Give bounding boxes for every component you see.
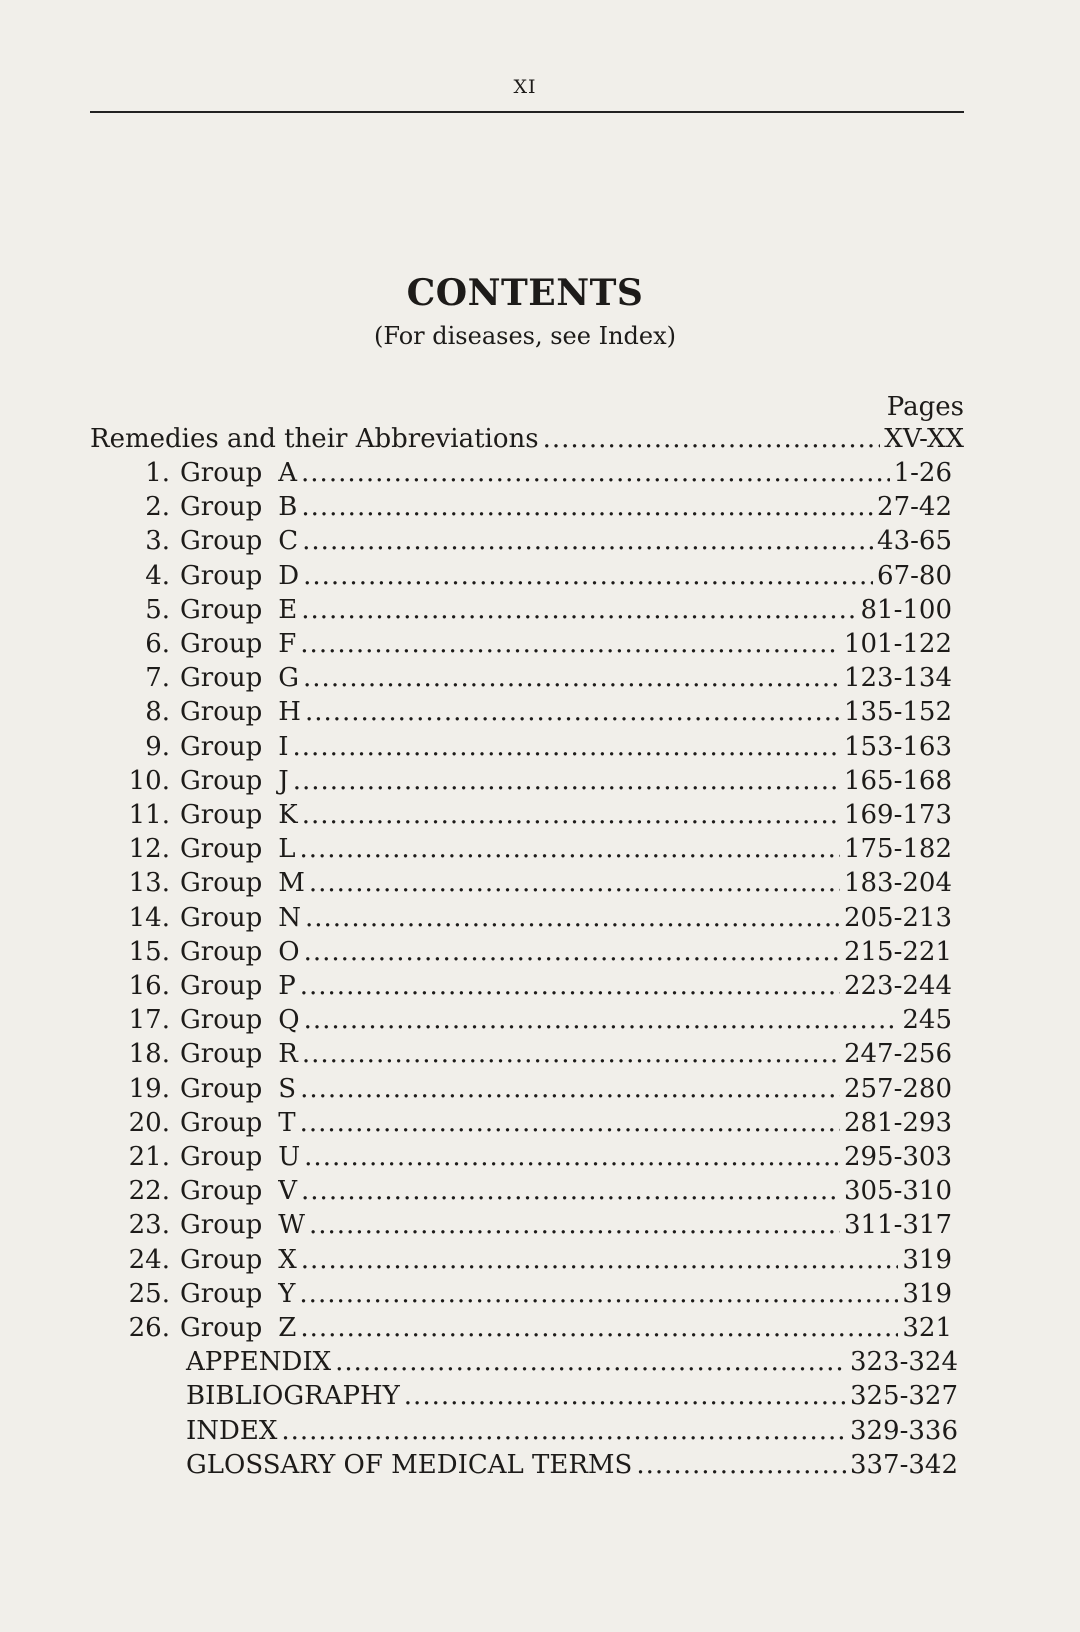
- toc-pages: 169-173: [843, 800, 952, 830]
- toc-leader-dots: [309, 868, 840, 898]
- toc-row-group: [112, 800, 952, 834]
- toc-pages: 321: [902, 1313, 952, 1343]
- toc-group-word: Group: [180, 834, 263, 865]
- toc-pages: 81-100: [860, 594, 952, 625]
- toc-pages: 337-342: [849, 1449, 958, 1480]
- toc-label: APPENDIX: [186, 1347, 332, 1378]
- toc-row-group: [112, 937, 952, 971]
- toc-row-extra: [186, 1381, 958, 1415]
- toc-leader-dots: [301, 595, 856, 625]
- toc-pages: 323-324: [849, 1347, 958, 1378]
- toc-group-word: Group: [180, 594, 263, 625]
- toc-label: Remedies and their Abbreviations: [90, 424, 539, 454]
- toc-number: 17.: [128, 1005, 170, 1036]
- toc-group-letter: Q: [278, 1005, 300, 1036]
- toc-pages: 27-42: [877, 492, 952, 523]
- toc-number: 8.: [145, 697, 170, 728]
- toc-row-group: [112, 526, 952, 560]
- toc-group-letter: W: [278, 1210, 305, 1241]
- toc-group-letter: T: [278, 1107, 296, 1138]
- toc-pages: 205-213: [843, 902, 952, 933]
- toc-number: 26.: [128, 1313, 170, 1343]
- toc-row-group: [112, 1313, 952, 1347]
- toc-row-group: [112, 834, 952, 868]
- toc-number: 19.: [128, 1073, 170, 1104]
- toc-row-group: [112, 1210, 952, 1244]
- toc-pages: 247-256: [843, 1039, 952, 1070]
- toc-pages: XV-XX: [884, 424, 964, 454]
- toc-leader-dots: [300, 1074, 840, 1104]
- toc-group-letter: N: [278, 902, 301, 933]
- toc-leader-dots: [301, 492, 873, 522]
- toc-pages: 295-303: [843, 1142, 952, 1172]
- toc-leader-dots: [302, 526, 873, 556]
- toc-number: 4.: [145, 560, 170, 591]
- toc-pages: 281-293: [843, 1107, 952, 1138]
- toc-pages: 245: [902, 1005, 952, 1036]
- toc-group-word: Group: [180, 1244, 263, 1275]
- toc-group-word: Group: [180, 936, 263, 967]
- toc-row-remedies: [90, 424, 964, 458]
- toc-leader-dots: [303, 663, 840, 693]
- toc-pages: 67-80: [877, 560, 952, 591]
- toc-row-group: [112, 1039, 952, 1073]
- toc-leader-dots: [305, 903, 840, 933]
- toc-label: INDEX: [186, 1415, 278, 1446]
- toc-pages: 43-65: [877, 526, 952, 557]
- toc-row-group: [112, 458, 952, 492]
- toc-group-word: Group: [180, 1073, 263, 1104]
- toc-row-group: [112, 903, 952, 937]
- toc-number: 11.: [128, 800, 170, 830]
- toc-group-word: Group: [180, 560, 263, 591]
- toc-leader-dots: [305, 697, 840, 727]
- toc-label: GLOSSARY OF MEDICAL TERMS: [186, 1449, 633, 1480]
- toc-row-group: [112, 595, 952, 629]
- toc-leader-dots: [301, 1245, 899, 1275]
- toc-leader-dots: [335, 1347, 846, 1377]
- toc-leader-dots: [300, 629, 840, 659]
- toc-pages: 257-280: [843, 1073, 952, 1104]
- toc-group-letter: A: [278, 458, 298, 488]
- page-title: CONTENTS: [406, 272, 644, 314]
- toc-row-group: [112, 1176, 952, 1210]
- toc-number: 7.: [145, 663, 170, 694]
- toc-leader-dots: [404, 1381, 846, 1411]
- toc-group-letter: E: [278, 594, 298, 625]
- toc-group-word: Group: [180, 697, 263, 728]
- toc-row-group: [112, 1279, 952, 1313]
- toc-group-word: Group: [180, 526, 263, 557]
- toc-pages: 153-163: [843, 731, 952, 762]
- toc-leader-dots: [300, 1313, 898, 1343]
- toc-group-word: Group: [180, 1176, 263, 1207]
- toc-group-word: Group: [180, 731, 263, 762]
- toc-row-extra: [186, 1347, 958, 1381]
- toc-number: 12.: [128, 834, 170, 865]
- toc-leader-dots: [299, 1279, 898, 1309]
- toc-leader-dots: [301, 458, 890, 488]
- toc-group-word: Group: [180, 663, 263, 694]
- toc-row-group: [112, 1005, 952, 1039]
- toc-row-group: [112, 1108, 952, 1142]
- toc-pages: 123-134: [843, 663, 952, 694]
- toc-pages: 135-152: [843, 697, 952, 728]
- toc-leader-dots: [300, 971, 840, 1001]
- toc-leader-dots: [293, 766, 840, 796]
- toc-number: 20.: [128, 1107, 170, 1138]
- toc-group-letter: I: [278, 731, 289, 762]
- toc-number: 10.: [128, 765, 170, 796]
- toc-group-letter: X: [278, 1244, 297, 1275]
- toc-pages: 319: [902, 1244, 952, 1275]
- toc-group-word: Group: [180, 458, 263, 488]
- toc-number: 13.: [128, 868, 170, 899]
- toc-group-letter: M: [278, 868, 305, 899]
- toc-group-word: Group: [180, 1039, 263, 1070]
- toc-leader-dots: [304, 1142, 840, 1172]
- toc-leader-dots: [543, 424, 881, 454]
- toc-number: 1.: [145, 458, 170, 488]
- toc-group-word: Group: [180, 492, 263, 523]
- toc-row-extra: [186, 1450, 958, 1484]
- toc-group-letter: R: [278, 1039, 298, 1070]
- toc-number: 9.: [145, 731, 170, 762]
- toc-group-letter: H: [278, 697, 301, 728]
- toc-group-letter: C: [278, 526, 299, 557]
- toc-group-word: Group: [180, 1210, 263, 1241]
- pages-column-label: Pages: [886, 392, 964, 422]
- toc-row-group: [112, 1142, 952, 1176]
- toc-group-word: Group: [180, 902, 263, 933]
- toc-group-letter: S: [278, 1073, 297, 1104]
- toc-number: 16.: [128, 971, 170, 1001]
- toc-number: 5.: [145, 594, 170, 625]
- toc-group-letter: F: [278, 629, 297, 659]
- toc-pages: 305-310: [843, 1176, 952, 1207]
- toc-group-letter: B: [278, 492, 298, 523]
- toc-group-word: Group: [180, 1313, 263, 1343]
- toc-group-letter: J: [278, 765, 289, 796]
- toc-pages: 215-221: [843, 936, 952, 967]
- toc-group-word: Group: [180, 868, 263, 899]
- toc-group-word: Group: [180, 971, 263, 1001]
- toc-group-word: Group: [180, 1005, 263, 1036]
- toc-pages: 319: [902, 1278, 952, 1309]
- toc-row-group: [112, 561, 952, 595]
- toc-number: 24.: [128, 1244, 170, 1275]
- toc-pages: 325-327: [849, 1381, 958, 1412]
- toc-row-group: [112, 732, 952, 766]
- toc-leader-dots: [301, 1176, 840, 1206]
- toc-group-letter: P: [278, 971, 296, 1001]
- toc-pages: 101-122: [843, 629, 952, 659]
- toc-row-group: [112, 663, 952, 697]
- toc-leader-dots: [300, 1108, 840, 1138]
- toc-row-group: [112, 492, 952, 526]
- toc-row-extra: [186, 1416, 958, 1450]
- toc-leader-dots: [636, 1450, 846, 1480]
- toc-number: 23.: [128, 1210, 170, 1241]
- toc-pages: 1-26: [893, 458, 952, 488]
- toc-group-letter: Y: [278, 1278, 296, 1309]
- toc-row-group: [112, 1074, 952, 1108]
- toc-number: 25.: [128, 1278, 170, 1309]
- toc-group-letter: U: [278, 1142, 301, 1172]
- toc-number: 14.: [128, 902, 170, 933]
- toc-pages: 175-182: [843, 834, 952, 865]
- toc-number: 21.: [128, 1142, 170, 1172]
- toc-row-group: [112, 697, 952, 731]
- toc-leader-dots: [293, 732, 840, 762]
- toc-leader-dots: [302, 1039, 840, 1069]
- toc-number: 15.: [128, 936, 170, 967]
- toc-group-word: Group: [180, 1278, 263, 1309]
- toc-leader-dots: [281, 1416, 846, 1446]
- toc-group-word: Group: [180, 765, 263, 796]
- toc-group-letter: O: [278, 936, 300, 967]
- toc-group-letter: Z: [278, 1313, 297, 1343]
- toc-group-letter: K: [278, 800, 298, 830]
- toc-pages: 329-336: [849, 1415, 958, 1446]
- toc-pages: 311-317: [843, 1210, 952, 1241]
- toc-leader-dots: [302, 800, 840, 830]
- toc-number: 18.: [128, 1039, 170, 1070]
- toc-row-group: [112, 971, 952, 1005]
- toc-leader-dots: [304, 937, 840, 967]
- toc-pages: 223-244: [843, 971, 952, 1001]
- toc-row-group: [112, 1245, 952, 1279]
- toc-row-group: [112, 766, 952, 800]
- toc-row-group: [112, 868, 952, 902]
- header-rule: [90, 111, 964, 113]
- toc-group-letter: G: [278, 663, 300, 694]
- toc-group-word: Group: [180, 800, 263, 830]
- toc-number: 2.: [145, 492, 170, 523]
- page-subtitle: (For diseases, see Index): [374, 322, 676, 350]
- toc-number: 3.: [145, 526, 170, 557]
- toc-pages: 183-204: [843, 868, 952, 899]
- toc-leader-dots: [300, 834, 840, 864]
- toc-number: 6.: [145, 629, 170, 659]
- page-number: XI: [513, 76, 537, 98]
- toc-leader-dots: [309, 1210, 840, 1240]
- toc-leader-dots: [303, 561, 873, 591]
- toc-group-word: Group: [180, 1142, 263, 1172]
- toc-number: 22.: [128, 1176, 170, 1207]
- toc-group-letter: L: [278, 834, 296, 865]
- toc-row-group: [112, 629, 952, 663]
- toc-pages: 165-168: [843, 765, 952, 796]
- toc-group-letter: D: [278, 560, 300, 591]
- toc-group-letter: V: [278, 1176, 298, 1207]
- toc-label: BIBLIOGRAPHY: [186, 1381, 400, 1412]
- toc-leader-dots: [304, 1005, 899, 1035]
- toc-group-word: Group: [180, 1107, 263, 1138]
- toc-group-word: Group: [180, 629, 263, 659]
